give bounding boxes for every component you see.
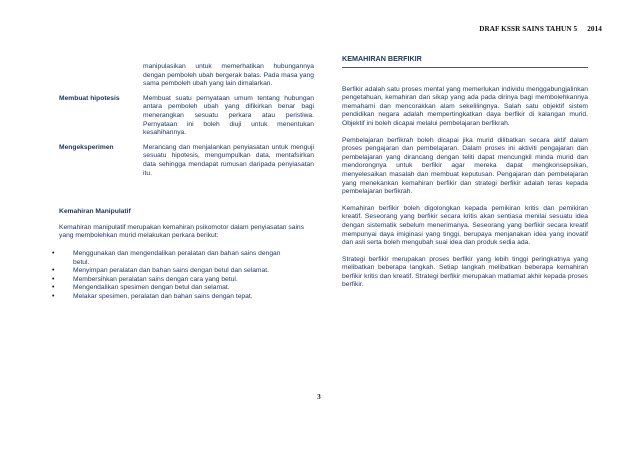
header-title: DRAF KSSR SAINS TAHUN 5 — [479, 25, 578, 33]
paragraph: Kemahiran berfikir boleh digolongkan kepada pemikiran kritis dan pemikiran kreatif. Seseorang yang berfikir secara kritis akan sentiasa menilai sesuatu idea dengan sistematik sebelum menerimanya. Seseorang yang berfikir secara kreatif mempunyai daya imiginasi yang tinggi, berupaya menjanakan idea yang inovatif dan asli serta boleh mengubah suai idea dan produk sedia ada. — [342, 204, 588, 247]
list-item: • Membersihkan peralatan sains dengan cara yang betul. — [44, 276, 296, 285]
list-item: • Mengendalikan spesimen dengan betul dan selamat. — [44, 284, 296, 293]
list-item: • Menyimpan peralatan dan bahan sains dengan betul dan selamat. — [44, 267, 296, 276]
list-item: • Menggunakan dan mengendalikan peralatan dan bahan sains dengan betul. — [44, 250, 296, 267]
definition-text: Merancang dan menjalankan penyiasatan untuk menguji sesuatu hipotesis, mengumpulkan data, mentafsirkan data sehingga mendapat rumusan daripada penyiasatan itu. — [143, 143, 314, 177]
paragraph: Berfikir adalah satu proses mental yang memerlukan individu menggabungjalinkan pengetahuan, kemahiran dan sikap yang ada pada dirinya bagi membolehkannya memahami dan mencorakkan alam sekelilingnya. Salah satu objektif sistem pendidikan negara adalah mempertingkatkan daya berfikir di kalangan murid. Objektif ini boleh dicapai melalui pembelajaran berfikrah. — [342, 85, 588, 127]
right-column — [342, 55, 588, 290]
definition-continuation — [56, 63, 314, 89]
definition-continuation-text: manipulasikan untuk memerhatikan hubungannya dengan pemboleh ubah bergerak balas. Pada masa yang sama pemboleh ubah yang lain dimalarkan. — [143, 63, 314, 88]
page-header — [479, 25, 602, 33]
section-title-thinking: KEMAHIRAN BERFIKIR — [342, 55, 588, 68]
left-column — [56, 63, 314, 301]
definition-term: Membuat hipotesis — [59, 94, 120, 102]
definition-term: Mengeksperimen — [59, 143, 114, 151]
paragraph: Pembelajaran berfikrah boleh dicapai jika murid dilibatkan secara aktif dalam proses pengajaran dan pembelajaran. Dalam proses ini aktiviti pengajaran dan pembelajaran yang dirancang dengan teliti dapat mencungkil minda murid dan mendorongnya untuk berfikir agar mereka dapat mengkonsepsikan, menyelesaikan masalah dan membuat keputusan. Pengajaran dan pembelajaran yang menekankan kemahiran berfikir dan strategi berfikir adalah teras kepada pembelajaran berfikrah. — [342, 136, 588, 196]
list-item: • Melakar spesimen, peralatan dan bahan sains dengan tepat. — [44, 293, 296, 302]
definition-text: Membuat suatu pernyataan umum tentang hubungan antara pemboleh ubah yang difikirkan benar bagi menerangkan sesuatu perkara atau peristiwa. Pernyataan ini boleh diuji untuk menentukan kesahihannya. — [143, 94, 314, 137]
header-year: 2014 — [587, 25, 602, 33]
definition-row-experiment — [56, 144, 314, 178]
definition-row-hypothesis — [56, 95, 314, 138]
page-number: 3 — [317, 393, 321, 401]
paragraph: Strategi berfikir merupakan proses berfikir yang lebih tinggi peringkatnya yang melibatkan beberapa langkah. Setiap langkah melibatkan beberapa kemahiran berfikir kritis dan kreatif. Strategi berfikir merupakan matlamat akhir kepada proses berfikir. — [342, 255, 588, 289]
section-title-manipulative: Kemahiran Manipulatif — [59, 208, 131, 216]
manipulative-intro: Kemahiran manipulatif merupakan kemahiran psikomotor dalam penyiasatan sains yang membolehkan murid melakukan perkara berikut: — [59, 223, 304, 240]
manipulative-list — [44, 250, 314, 302]
